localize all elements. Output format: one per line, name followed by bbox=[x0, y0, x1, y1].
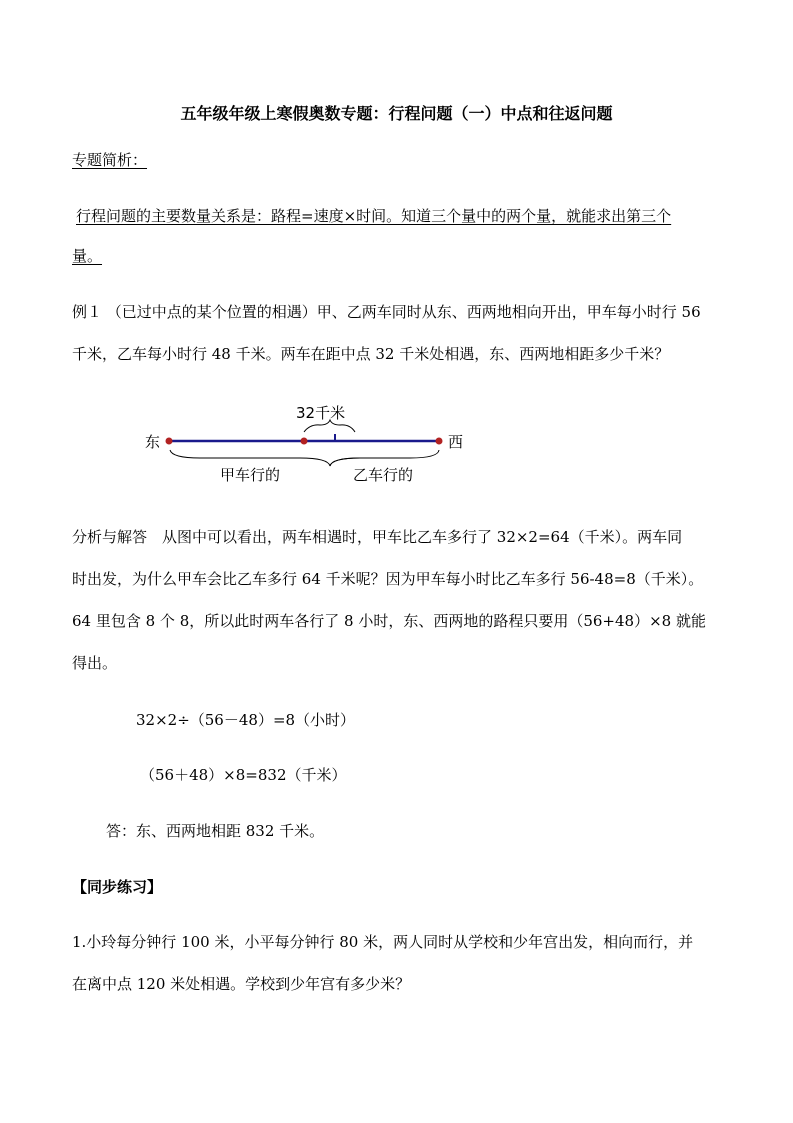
west-point bbox=[436, 438, 443, 445]
practice-question-1-line-1: 1.小玲每分钟行 100 米，小平每分钟行 80 米，两人同时从学校和少年宫出发，相向而行，并 bbox=[72, 933, 694, 951]
right-brace bbox=[330, 450, 439, 466]
page-title: 五年级年级上寒假奥数专题：行程问题（一）中点和往返问题 bbox=[180, 104, 613, 123]
practice-question-1-line-2: 在离中点 120 米处相遇。学校到少年宫有多少米？ bbox=[72, 975, 411, 993]
example-line-1: 例１ （已过中点的某个位置的相遇）甲、乙两车同时从东、西两地相向开出，甲车每小时行 56 bbox=[72, 303, 701, 321]
diagram-top-label: 32千米 bbox=[296, 404, 346, 422]
solution-equation-1: 32×2÷（56－48）=8（小时） bbox=[136, 711, 356, 729]
analysis-line-2: 时出发，为什么甲车会比乙车多行 64 千米呢？因为甲车每小时比乙车多行 56-48=8（千米）。 bbox=[72, 570, 704, 588]
intro-heading: 专题简析： bbox=[72, 151, 148, 169]
analysis-line-4: 得出。 bbox=[72, 654, 118, 672]
east-point bbox=[166, 438, 173, 445]
intro-line-2: 量。 bbox=[72, 247, 103, 265]
example-line-2: 千米，乙车每小时行 48 千米。两车在距中点 32 千米处相遇，东、西两地相距多少千米？ bbox=[72, 345, 670, 363]
intro-line-1: 行程问题的主要数量关系是：路程=速度×时间。知道三个量中的两个量，就能求出第三个 bbox=[76, 207, 672, 225]
segment-left-label: 甲车行的 bbox=[220, 466, 281, 484]
meeting-point bbox=[301, 438, 308, 445]
segment-right-label: 乙车行的 bbox=[353, 466, 414, 484]
distance-diagram bbox=[140, 398, 480, 493]
solution-equation-2: （56＋48）×8=832（千米） bbox=[140, 766, 347, 784]
east-label: 东 bbox=[145, 433, 161, 451]
analysis-line-3: 64 里包含 8 个 8，所以此时两车各行了 8 小时，东、西两地的路程只要用（56+48）×8 就能 bbox=[72, 612, 706, 630]
analysis-line-1: 分析与解答 从图中可以看出，两车相遇时，甲车比乙车多行了 32×2=64（千米）。两车同 bbox=[72, 528, 683, 546]
practice-heading: 【同步练习】 bbox=[72, 878, 163, 896]
west-label: 西 bbox=[448, 433, 464, 451]
solution-answer: 答：东、西两地相距 832 千米。 bbox=[106, 822, 325, 840]
